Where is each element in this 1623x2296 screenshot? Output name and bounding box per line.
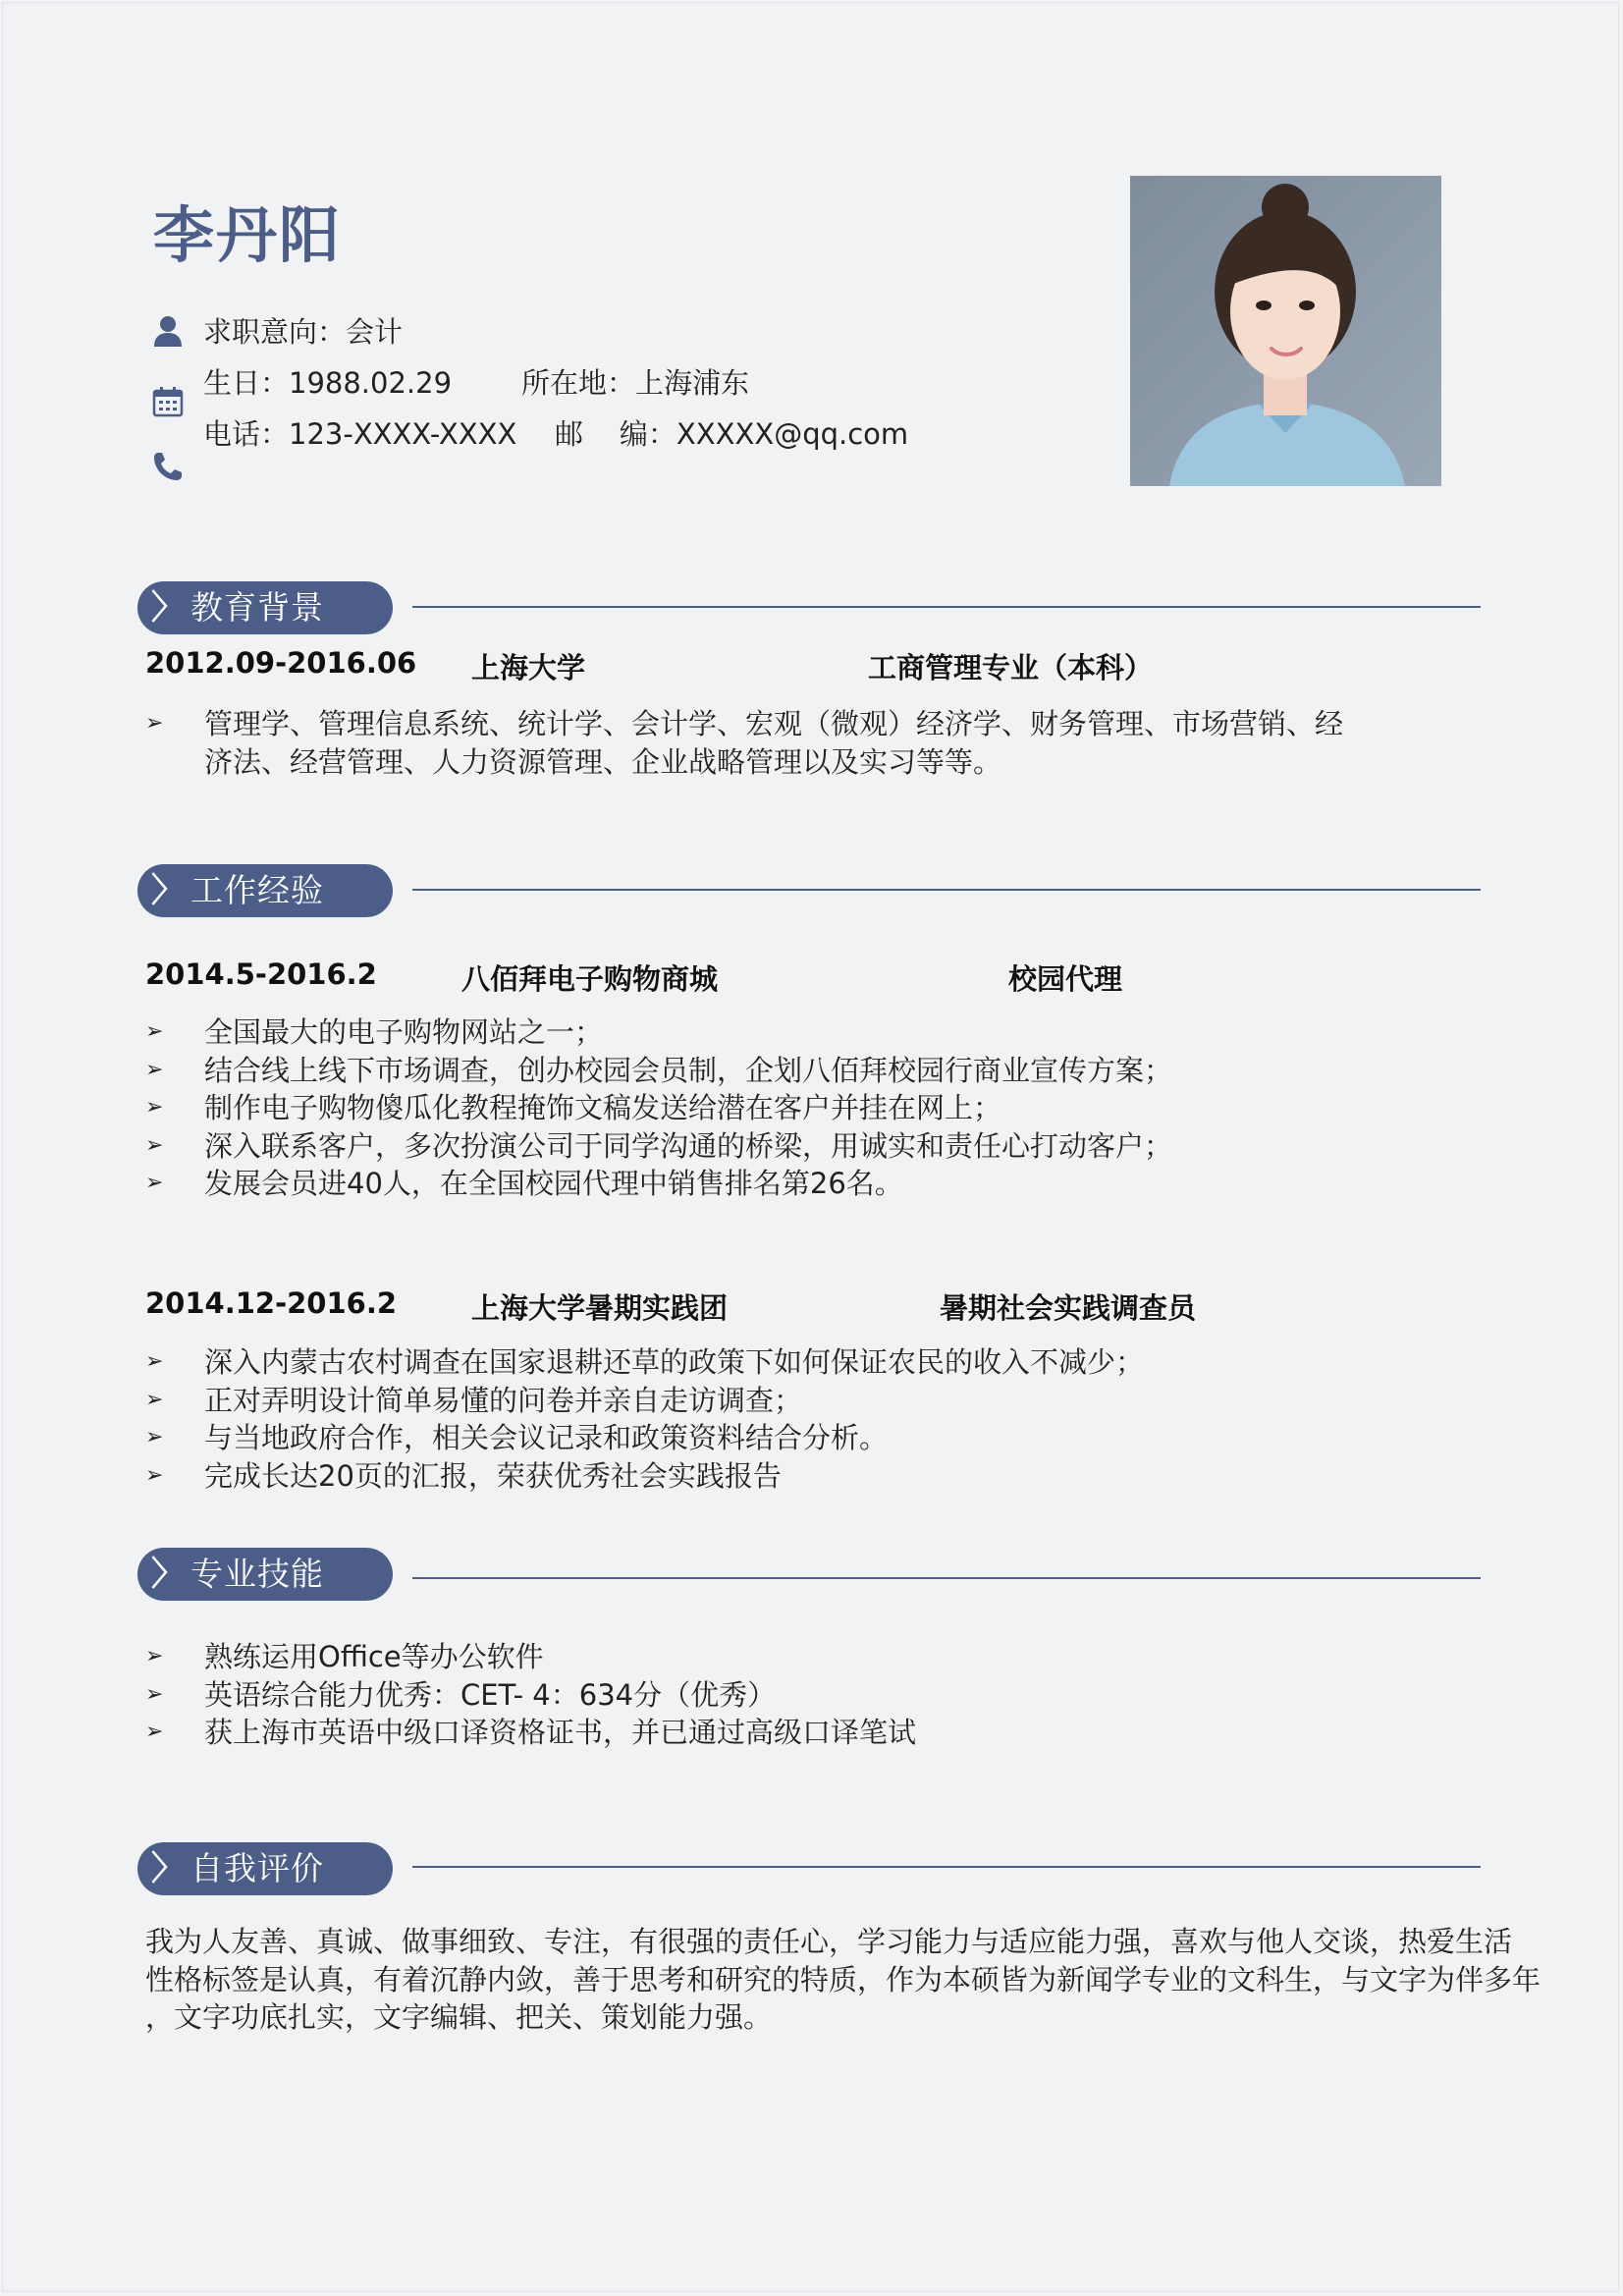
person-icon <box>151 314 185 348</box>
birthday-line <box>203 361 749 402</box>
candidate-name: 李丹阳 <box>153 199 343 271</box>
bullet-arrow-icon: ➢ <box>145 1720 164 1744</box>
list-item-text: 全国最大的电子购物网站之一； <box>204 1015 604 1049</box>
contact-line <box>203 412 908 453</box>
job-date: 2014.5-2016.2 <box>145 957 377 991</box>
list-item <box>145 1419 1144 1457</box>
section-divider <box>412 1577 1481 1579</box>
list-item <box>145 1457 1144 1496</box>
list-item-text: 获上海市英语中级口译资格证书，并已通过高级口译笔试 <box>204 1716 917 1749</box>
section-header-skills <box>137 1548 393 1601</box>
phone-icon <box>151 450 185 483</box>
list-item-text: 制作电子购物傻瓜化教程掩饰文稿发送给潜在客户并挂在网上； <box>204 1091 1002 1124</box>
list-item <box>145 1382 1144 1420</box>
job-organization: 八佰拜电子购物商城 <box>461 962 719 996</box>
chevron-icon: 〉 <box>151 588 185 628</box>
list-item <box>145 1676 916 1715</box>
bullet-arrow-icon: ➢ <box>145 1019 164 1044</box>
education-description-line: 管理学、管理信息系统、统计学、会计学、宏观（微观）经济学、财务管理、市场营销、经 <box>204 707 1344 740</box>
section-title-skills: 专业技能 <box>190 1555 324 1593</box>
list-item-text: 正对弄明设计简单易懂的问卷并亲自走访调查； <box>204 1383 803 1417</box>
list-item-text: 完成长达20页的汇报，荣获优秀社会实践报告 <box>204 1458 782 1493</box>
chevron-icon: 〉 <box>151 871 185 910</box>
bullet-arrow-icon: ➢ <box>145 1425 164 1449</box>
list-item <box>145 1089 1172 1127</box>
bullet-arrow-icon: ➢ <box>145 1387 164 1412</box>
job-organization: 上海大学暑期实践团 <box>471 1291 729 1325</box>
chevron-icon: 〉 <box>151 1849 185 1888</box>
bullet-arrow-icon: ➢ <box>145 1681 164 1707</box>
list-item <box>145 1013 1172 1052</box>
self-evaluation-line: 性格标签是认真，有着沉静内敛，善于思考和研究的特质，作为本硕皆为新闻学专业的文科生，与文字为伴多年 <box>145 1962 1542 1996</box>
education-date: 2012.09-2016.06 <box>145 646 417 680</box>
list-item-text: 深入内蒙古农村调查在国家退耕还草的政策下如何保证农民的收入不减少； <box>204 1345 1145 1379</box>
birthday-text: 生日：1988.02.29 <box>203 366 453 400</box>
section-header-self-evaluation <box>137 1842 393 1895</box>
calendar-icon <box>151 385 185 418</box>
list-item-text: 发展会员进40人，在全国校园代理中销售排名第26名。 <box>204 1167 903 1200</box>
list-item <box>145 1052 1172 1090</box>
bullet-arrow-icon: ➢ <box>145 1644 164 1668</box>
job-date: 2014.12-2016.2 <box>145 1286 398 1320</box>
education-major: 工商管理专业（本科） <box>868 651 1154 684</box>
list-item <box>145 1638 916 1676</box>
education-school: 上海大学 <box>471 651 586 684</box>
list-item-text: 结合线上线下市场调查，创办校园会员制，企划八佰拜校园行商业宣传方案； <box>204 1053 1173 1087</box>
section-header-work <box>137 864 393 917</box>
education-description <box>145 705 1343 781</box>
location-text: 所在地：上海浦东 <box>521 366 750 400</box>
list-item-text: 熟练运用Office等办公软件 <box>204 1640 544 1673</box>
bullet-arrow-icon: ➢ <box>145 1349 164 1374</box>
chevron-icon: 〉 <box>151 1555 185 1594</box>
job-role: 校园代理 <box>1008 962 1123 996</box>
bullet-arrow-icon: ➢ <box>145 1462 164 1488</box>
list-item <box>145 1127 1172 1166</box>
bullet-arrow-icon: ➢ <box>145 1095 164 1120</box>
bullet-arrow-icon: ➢ <box>145 1171 164 1195</box>
job-duties-list <box>145 1013 1172 1203</box>
list-item <box>145 1165 1172 1203</box>
section-header-education <box>137 581 393 634</box>
section-title-education: 教育背景 <box>190 588 324 627</box>
section-divider <box>412 889 1481 891</box>
list-item <box>145 1343 1144 1382</box>
list-item-text: 英语综合能力优秀：CET- 4：634分（优秀） <box>204 1677 777 1712</box>
skills-list <box>145 1638 916 1752</box>
list-item <box>145 1714 916 1752</box>
bullet-arrow-icon: ➢ <box>145 1057 164 1082</box>
section-title-self-evaluation: 自我评价 <box>190 1849 324 1887</box>
self-evaluation-line: 我为人友善、真诚、做事细致、专注，有很强的责任心，学习能力与适应能力强，喜欢与他人交谈，热爱生活 <box>145 1925 1513 1958</box>
list-item-text: 与当地政府合作，相关会议记录和政策资料结合分析。 <box>204 1421 889 1454</box>
bullet-arrow-icon: ➢ <box>145 711 164 736</box>
education-description-line: 济法、经营管理、人力资源管理、企业战略管理以及实习等等。 <box>204 744 1002 779</box>
job-role: 暑期社会实践调查员 <box>940 1291 1197 1325</box>
job-duties-list <box>145 1343 1144 1495</box>
list-item-text: 深入联系客户，多次扮演公司于同学沟通的桥梁，用诚实和责任心打动客户； <box>204 1128 1173 1163</box>
section-divider <box>412 1866 1481 1868</box>
self-evaluation-line: ，文字功底扎实，文字编辑、把关、策划能力强。 <box>145 2000 773 2034</box>
profile-photo <box>1130 176 1441 486</box>
phone-text: 电话：123-XXXX-XXXX <box>203 417 517 451</box>
section-title-work: 工作经验 <box>190 871 324 909</box>
section-divider <box>412 606 1481 608</box>
bullet-arrow-icon: ➢ <box>145 1132 164 1158</box>
email-text: 邮 编：XXXXX@qq.com <box>555 417 909 451</box>
objective-text: 求职意向：会计 <box>203 315 404 349</box>
self-evaluation-text <box>145 1923 1542 2037</box>
